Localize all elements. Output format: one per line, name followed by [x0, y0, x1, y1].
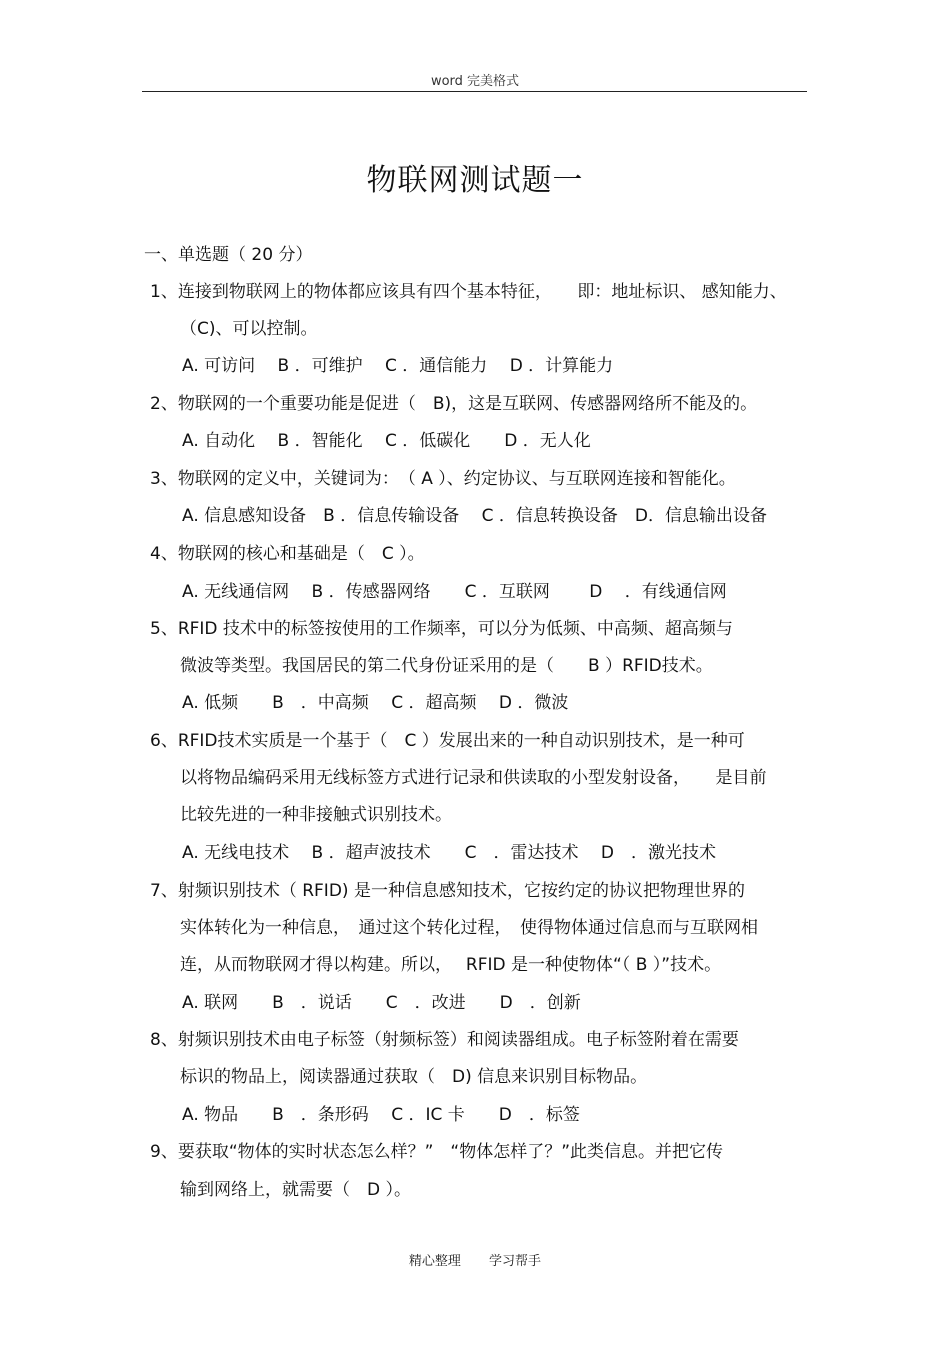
question-4-line-1: 4、物联网的核心和基础是（ C ）。: [150, 544, 425, 564]
question-6-line-2: 以将物品编码采用无线标签方式进行记录和供读取的小型发射设备， 是目前: [180, 768, 767, 788]
question-7-options: A. 联网 B ．说话 C ．改进 D ．创新: [182, 993, 581, 1013]
question-7-line-2: 实体转化为一种信息， 通过这个转化过程， 使得物体通过信息而与互联网相: [180, 918, 758, 938]
page-footer: 精心整理 学习帮手: [408, 1254, 542, 1269]
header-divider: [142, 91, 807, 92]
question-5-line-2: 微波等类型。我国居民的第二代身份证采用的是（ B ）RFID技术。: [180, 656, 713, 676]
question-8-line-2: 标识的物品上，阅读器通过获取（ D) 信息来识别目标物品。: [180, 1067, 648, 1087]
question-3-line-1: 3、物联网的定义中，关键词为： （ A ）、约定协议、与互联网连接和智能化。: [150, 469, 736, 489]
question-8-line-1: 8、射频识别技术由电子标签（射频标签）和阅读器组成。电子标签附着在需要: [150, 1030, 739, 1050]
question-1-line-2: （C)、可以控制。: [180, 319, 318, 339]
question-2-line-1: 2、物联网的一个重要功能是促进（ B)，这是互联网、传感器网络所不能及的。: [150, 394, 758, 414]
page-title: 物联网测试题一: [366, 163, 584, 198]
question-5-line-1: 5、RFID 技术中的标签按使用的工作频率，可以分为低频、中高频、超高频与: [150, 619, 733, 639]
question-9-line-2: 输到网络上，就需要（ D ）。: [180, 1180, 411, 1200]
question-6-options: A. 无线电技术 B ．超声波技术 C ．雷达技术 D ．激光技术: [182, 843, 716, 863]
question-7-line-3: 连，从而物联网才得以构建。所以， RFID 是一种使物体“（ B ）”技术。: [180, 955, 722, 975]
question-6-line-1: 6、RFID技术实质是一个基于（ C ）发展出来的一种自动识别技术，是一种可: [150, 731, 745, 751]
section-heading: 一、单选题（ 20 分）: [144, 245, 313, 265]
question-1-options: A. 可访问 B ．可维护 C ．通信能力 D ．计算能力: [182, 356, 614, 376]
question-5-options: A. 低频 B ．中高频 C ．超高频 D ．微波: [182, 693, 569, 713]
question-1-line-1: 1、连接到物联网上的物体都应该具有四个基本特征， 即：地址标识、 感知能力、: [150, 282, 787, 302]
page-header: word 完美格式: [430, 74, 520, 89]
question-9-line-1: 9、要获取“物体的实时状态怎么样？” “物体怎样了？”此类信息。并把它传: [150, 1142, 724, 1162]
question-8-options: A. 物品 B ．条形码 C ．IC 卡 D ．标签: [182, 1105, 580, 1125]
question-7-line-1: 7、射频识别技术（ RFID) 是一种信息感知技术，它按约定的协议把物理世界的: [150, 881, 745, 901]
question-3-options: A. 信息感知设备 B ．信息传输设备 C ．信息转换设备 D．信息输出设备: [182, 506, 767, 526]
question-4-options: A. 无线通信网 B ．传感器网络 C ．互联网 D ．有线通信网: [182, 582, 727, 602]
question-2-options: A. 自动化 B ．智能化 C ．低碳化 D ．无人化: [182, 431, 591, 451]
question-6-line-3: 比较先进的一种非接触式识别技术。: [180, 805, 452, 825]
